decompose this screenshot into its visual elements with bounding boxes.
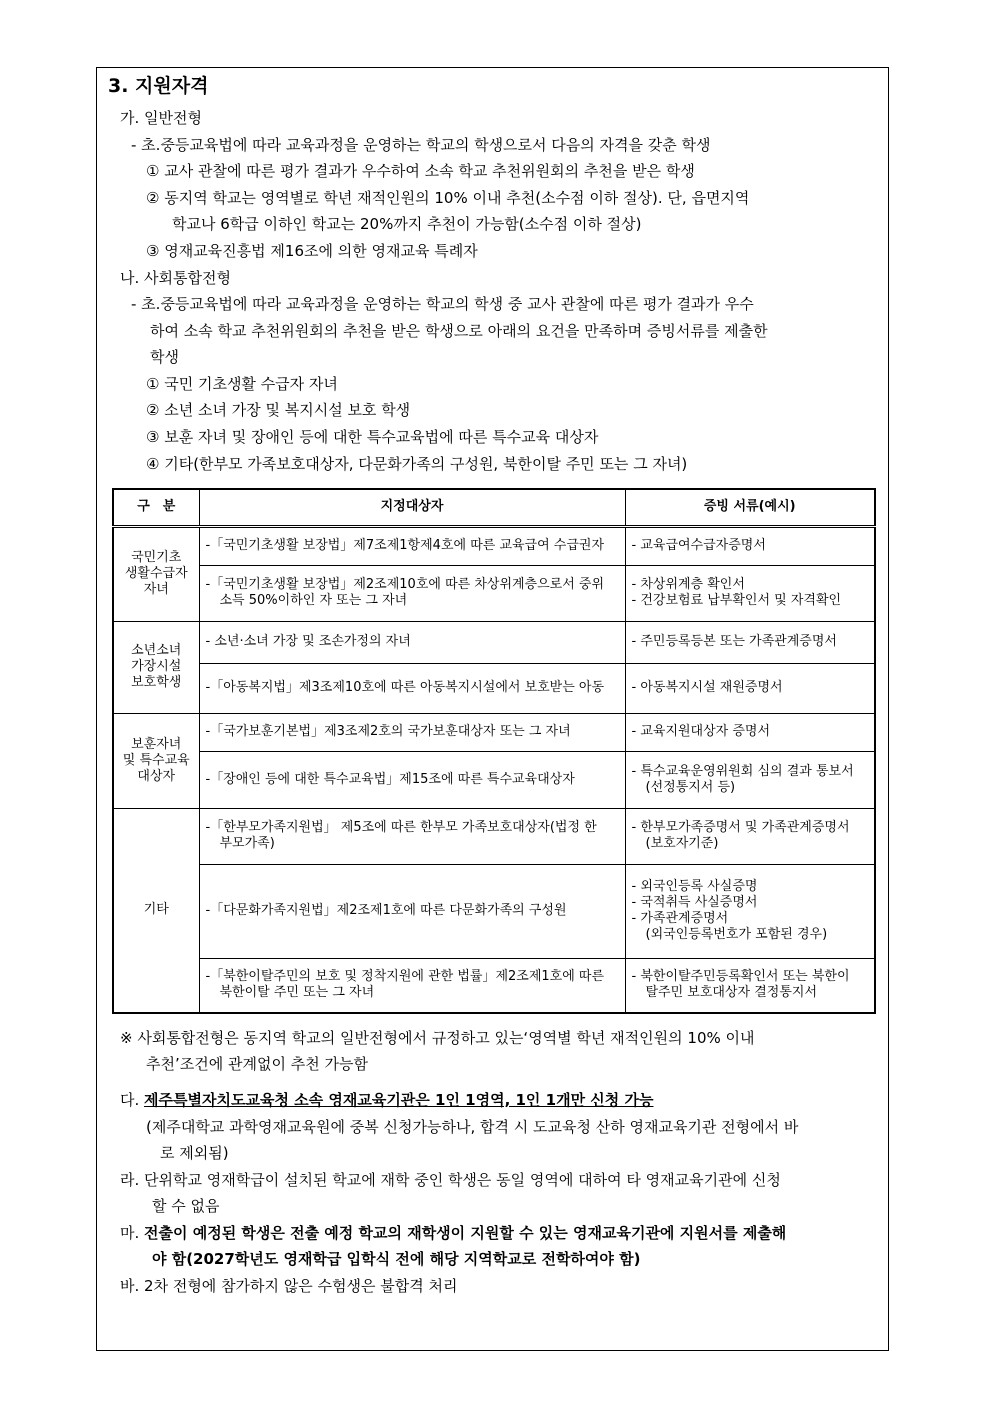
target-cell: -「한부모가족지원법」 제5조에 따른 한부모 가족보호대상자(법정 한 부모가족) [199,808,625,864]
docs-cell: - 교육급여수급자증명서 [625,526,875,565]
ma-line-1 [120,1223,786,1243]
table-row [113,751,875,808]
header-target: 지정대상자 [199,489,625,526]
ma-line-2: 야 함(2027학년도 영재학급 입학식 전에 해당 지역학교로 전학하여야 함) [152,1250,641,1268]
da-line-2: (제주대학교 과학영재교육원에 중복 신청가능하나, 합격 시 도교육청 산하 영재교육기관 전형에서 바 [146,1118,799,1136]
table-row [113,663,875,713]
docs-cell: - 주민등록등본 또는 가족관계증명서 [625,621,875,663]
ga-item-3: ③ 영재교육진흥법 제16조에 의한 영재교육 특례자 [146,242,478,260]
subsection-ga-title: 가. 일반전형 [120,109,202,127]
ga-item-1: ① 교사 관찰에 따른 평가 결과가 우수하여 소속 학교 추천위원회의 추천을 받은 학생 [146,162,695,180]
target-cell: -「아동복지법」제3조제10호에 따른 아동복지시설에서 보호받는 아동 [199,663,625,713]
na-item-2: ② 소년 소녀 가장 및 복지시설 보호 학생 [146,401,411,419]
docs-cell: - 한부모가족증명서 및 가족관계증명서 (보호자기준) [625,808,875,864]
da-line-3: 로 제외됨) [160,1144,229,1162]
note-line-1: ※ 사회통합전형은 동지역 학교의 일반전형에서 규정하고 있는‘영역별 학년 재적인원의 10% 이내 [120,1029,755,1047]
target-cell: -「북한이탈주민의 보호 및 정착지원에 관한 법률」제2조제1호에 따른 북한이탈 주민 또는 그 자녀 [199,958,625,1013]
ma-prefix: 마. [120,1224,145,1242]
category-cell: 소년소녀 가장시설 보호학생 [113,621,199,713]
table-row [113,565,875,621]
ga-item-2-line-2: 학교나 6학급 이하인 학교는 20%까지 추천이 가능함(소수점 이하 절상) [172,215,642,233]
ba-line-1: 바. 2차 전형에 참가하지 않은 수험생은 불합격 처리 [120,1277,458,1295]
na-intro-line-1: - 초.중등교육법에 따라 교육과정을 운영하는 학교의 학생 중 교사 관찰에 따른 평가 결과가 우수 [131,295,754,313]
target-cell: -「국민기초생활 보장법」제7조제1항제4호에 따른 교육급여 수급권자 [199,526,625,565]
na-item-4: ④ 기타(한부모 가족보호대상자, 다문화가족의 구성원, 북한이탈 주민 또는 그 자녀) [146,455,688,473]
ga-item-2-line-1: ② 동지역 학교는 영역별로 학년 재적인원의 10% 이내 추천(소수점 이하 절상). 단, 읍면지역 [146,189,750,207]
header-category: 구 분 [113,489,199,526]
eligibility-table [112,488,876,1014]
docs-cell: - 북한이탈주민등록확인서 또는 북한이 탈주민 보호대상자 결정통지서 [625,958,875,1013]
ma-emphasis: 전출이 예정된 학생은 전출 예정 학교의 재학생이 지원할 수 있는 영재교육기관에 지원서를 제출해 [144,1224,787,1242]
table-row [113,958,875,1013]
da-prefix: 다. [120,1091,145,1109]
table-row [113,713,875,751]
target-cell: -「장애인 등에 대한 특수교육법」제15조에 따른 특수교육대상자 [199,751,625,808]
subsection-na-title: 나. 사회통합전형 [120,269,231,287]
table-header-row [113,489,875,526]
section-heading: 3. 지원자격 [108,75,209,97]
docs-cell: - 교육지원대상자 증명서 [625,713,875,751]
docs-cell: - 특수교육운영위원회 심의 결과 통보서 (선정통지서 등) [625,751,875,808]
na-item-3: ③ 보훈 자녀 및 장애인 등에 대한 특수교육법에 따른 특수교육 대상자 [146,428,599,446]
ra-line-2: 할 수 없음 [152,1197,220,1215]
target-cell: -「다문화가족지원법」제2조제1호에 따른 다문화가족의 구성원 [199,864,625,958]
docs-cell: - 아동복지시설 재원증명서 [625,663,875,713]
table-row [113,864,875,958]
target-cell: -「국가보훈기본법」제3조제2호의 국가보훈대상자 또는 그 자녀 [199,713,625,751]
ra-line-1: 라. 단위학교 영재학급이 설치된 학교에 재학 중인 학생은 동일 영역에 대하여 타 영재교육기관에 신청 [120,1171,781,1189]
note-line-2: 추천’조건에 관계없이 추천 가능함 [146,1055,368,1073]
header-docs: 증빙 서류(예시) [625,489,875,526]
na-intro-line-2: 하여 소속 학교 추천위원회의 추천을 받은 학생으로 아래의 요건을 만족하며 증빙서류를 제출한 [150,322,768,340]
target-cell: - 소년·소녀 가장 및 조손가정의 자녀 [199,621,625,663]
da-line-1 [120,1090,653,1110]
table-row [113,621,875,663]
table-row [113,526,875,565]
table-row [113,808,875,864]
category-cell: 국민기초 생활수급자 자녀 [113,526,199,621]
docs-cell: - 차상위계층 확인서 - 건강보험료 납부확인서 및 자격확인 [625,565,875,621]
category-cell: 보훈자녀 및 특수교육 대상자 [113,713,199,808]
da-emphasis: 제주특별자치도교육청 소속 영재교육기관은 1인 1영역, 1인 1개만 신청 가능 [144,1091,654,1109]
category-cell: 기타 [113,808,199,1013]
ga-intro: - 초.중등교육법에 따라 교육과정을 운영하는 학교의 학생으로서 다음의 자격을 갖춘 학생 [131,136,711,154]
na-item-1: ① 국민 기초생활 수급자 자녀 [146,375,338,393]
na-intro-line-3: 학생 [150,348,179,366]
docs-cell: - 외국인등록 사실증명 - 국적취득 사실증명서 - 가족관계증명서 (외국인등록번호가 포함된 경우) [625,864,875,958]
target-cell: -「국민기초생활 보장법」제2조제10호에 따른 차상위계층으로서 중위 소득 50%이하인 자 또는 그 자녀 [199,565,625,621]
